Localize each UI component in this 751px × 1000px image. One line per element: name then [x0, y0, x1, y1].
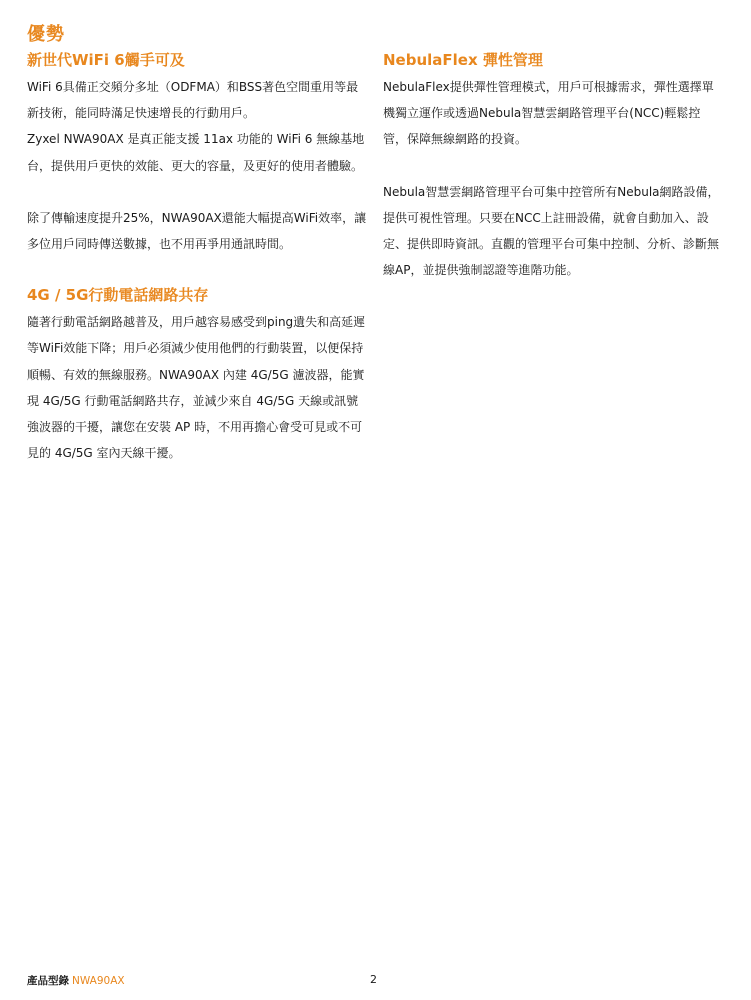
section-heading-cellular-coexistence: 4G / 5G行動電話網路共存 [27, 286, 209, 305]
section-heading-wifi6: 新世代WiFi 6觸手可及 [27, 51, 185, 69]
footer-product-label [27, 973, 125, 988]
page-title: 優勢 [27, 24, 65, 45]
section-heading-nebulaflex: NebulaFlex 彈性管理 [383, 51, 543, 69]
left-column [27, 48, 367, 466]
paragraph-nebula-ncc: Nebula智慧雲網路管理平台可集中控管所有Nebula網路設備，提供可視性管理。只要在NCC上註冊設備，就會自動加入、設定、提供即時資訊。直觀的管理平台可集中控制、分析、診斷無線AP，並提供強制認證等進階功能。 [383, 184, 720, 278]
right-column [383, 48, 723, 283]
paragraph-wifi6-tech: WiFi 6具備正交頻分多址（ODFMA）和BSS著色空間重用等最新技術，能同時滿足快速增長的行動用戶。 [27, 80, 359, 121]
footer-model-name: NWA90AX [72, 975, 125, 987]
footer-catalog-label: 產品型錄 [27, 975, 69, 987]
paragraph-wifi6-nwa90ax: Zyxel NWA90AX 是真正能支援 11ax 功能的 WiFi 6 無線基地台，提供用戶更快的效能、更大的容量，及更好的使用者體驗。 [27, 132, 365, 173]
paragraph-nebulaflex-modes: NebulaFlex提供彈性管理模式，用戶可根據需求，彈性選擇單機獨立運作或透過Nebula智慧雲網路管理平台(NCC)輕鬆控管，保障無線網路的投資。 [383, 80, 714, 147]
page-number: 2 [370, 973, 377, 986]
paragraph-cellular-coexistence: 隨著行動電話網路越普及，用戶越容易感受到ping遺失和高延遲等WiFi效能下降；用戶必須減少使用他們的行動裝置，以便保持順暢、有效的無線服務。NWA90AX 內建 4G/5G 濾波器，能實現 4G/5G 行動電話網路共存，並減少來自 4G/5G 天線或訊號強波器的干擾，讓您在安裝 AP 時，不用再擔心會受可見或不可見的 4G/5G 室內天線干擾。 [27, 315, 366, 461]
paragraph-wifi6-efficiency: 除了傳輸速度提升25%，NWA90AX還能大幅提高WiFi效率，讓多位用戶同時傳送數據，也不用再爭用通訊時間。 [27, 210, 367, 252]
